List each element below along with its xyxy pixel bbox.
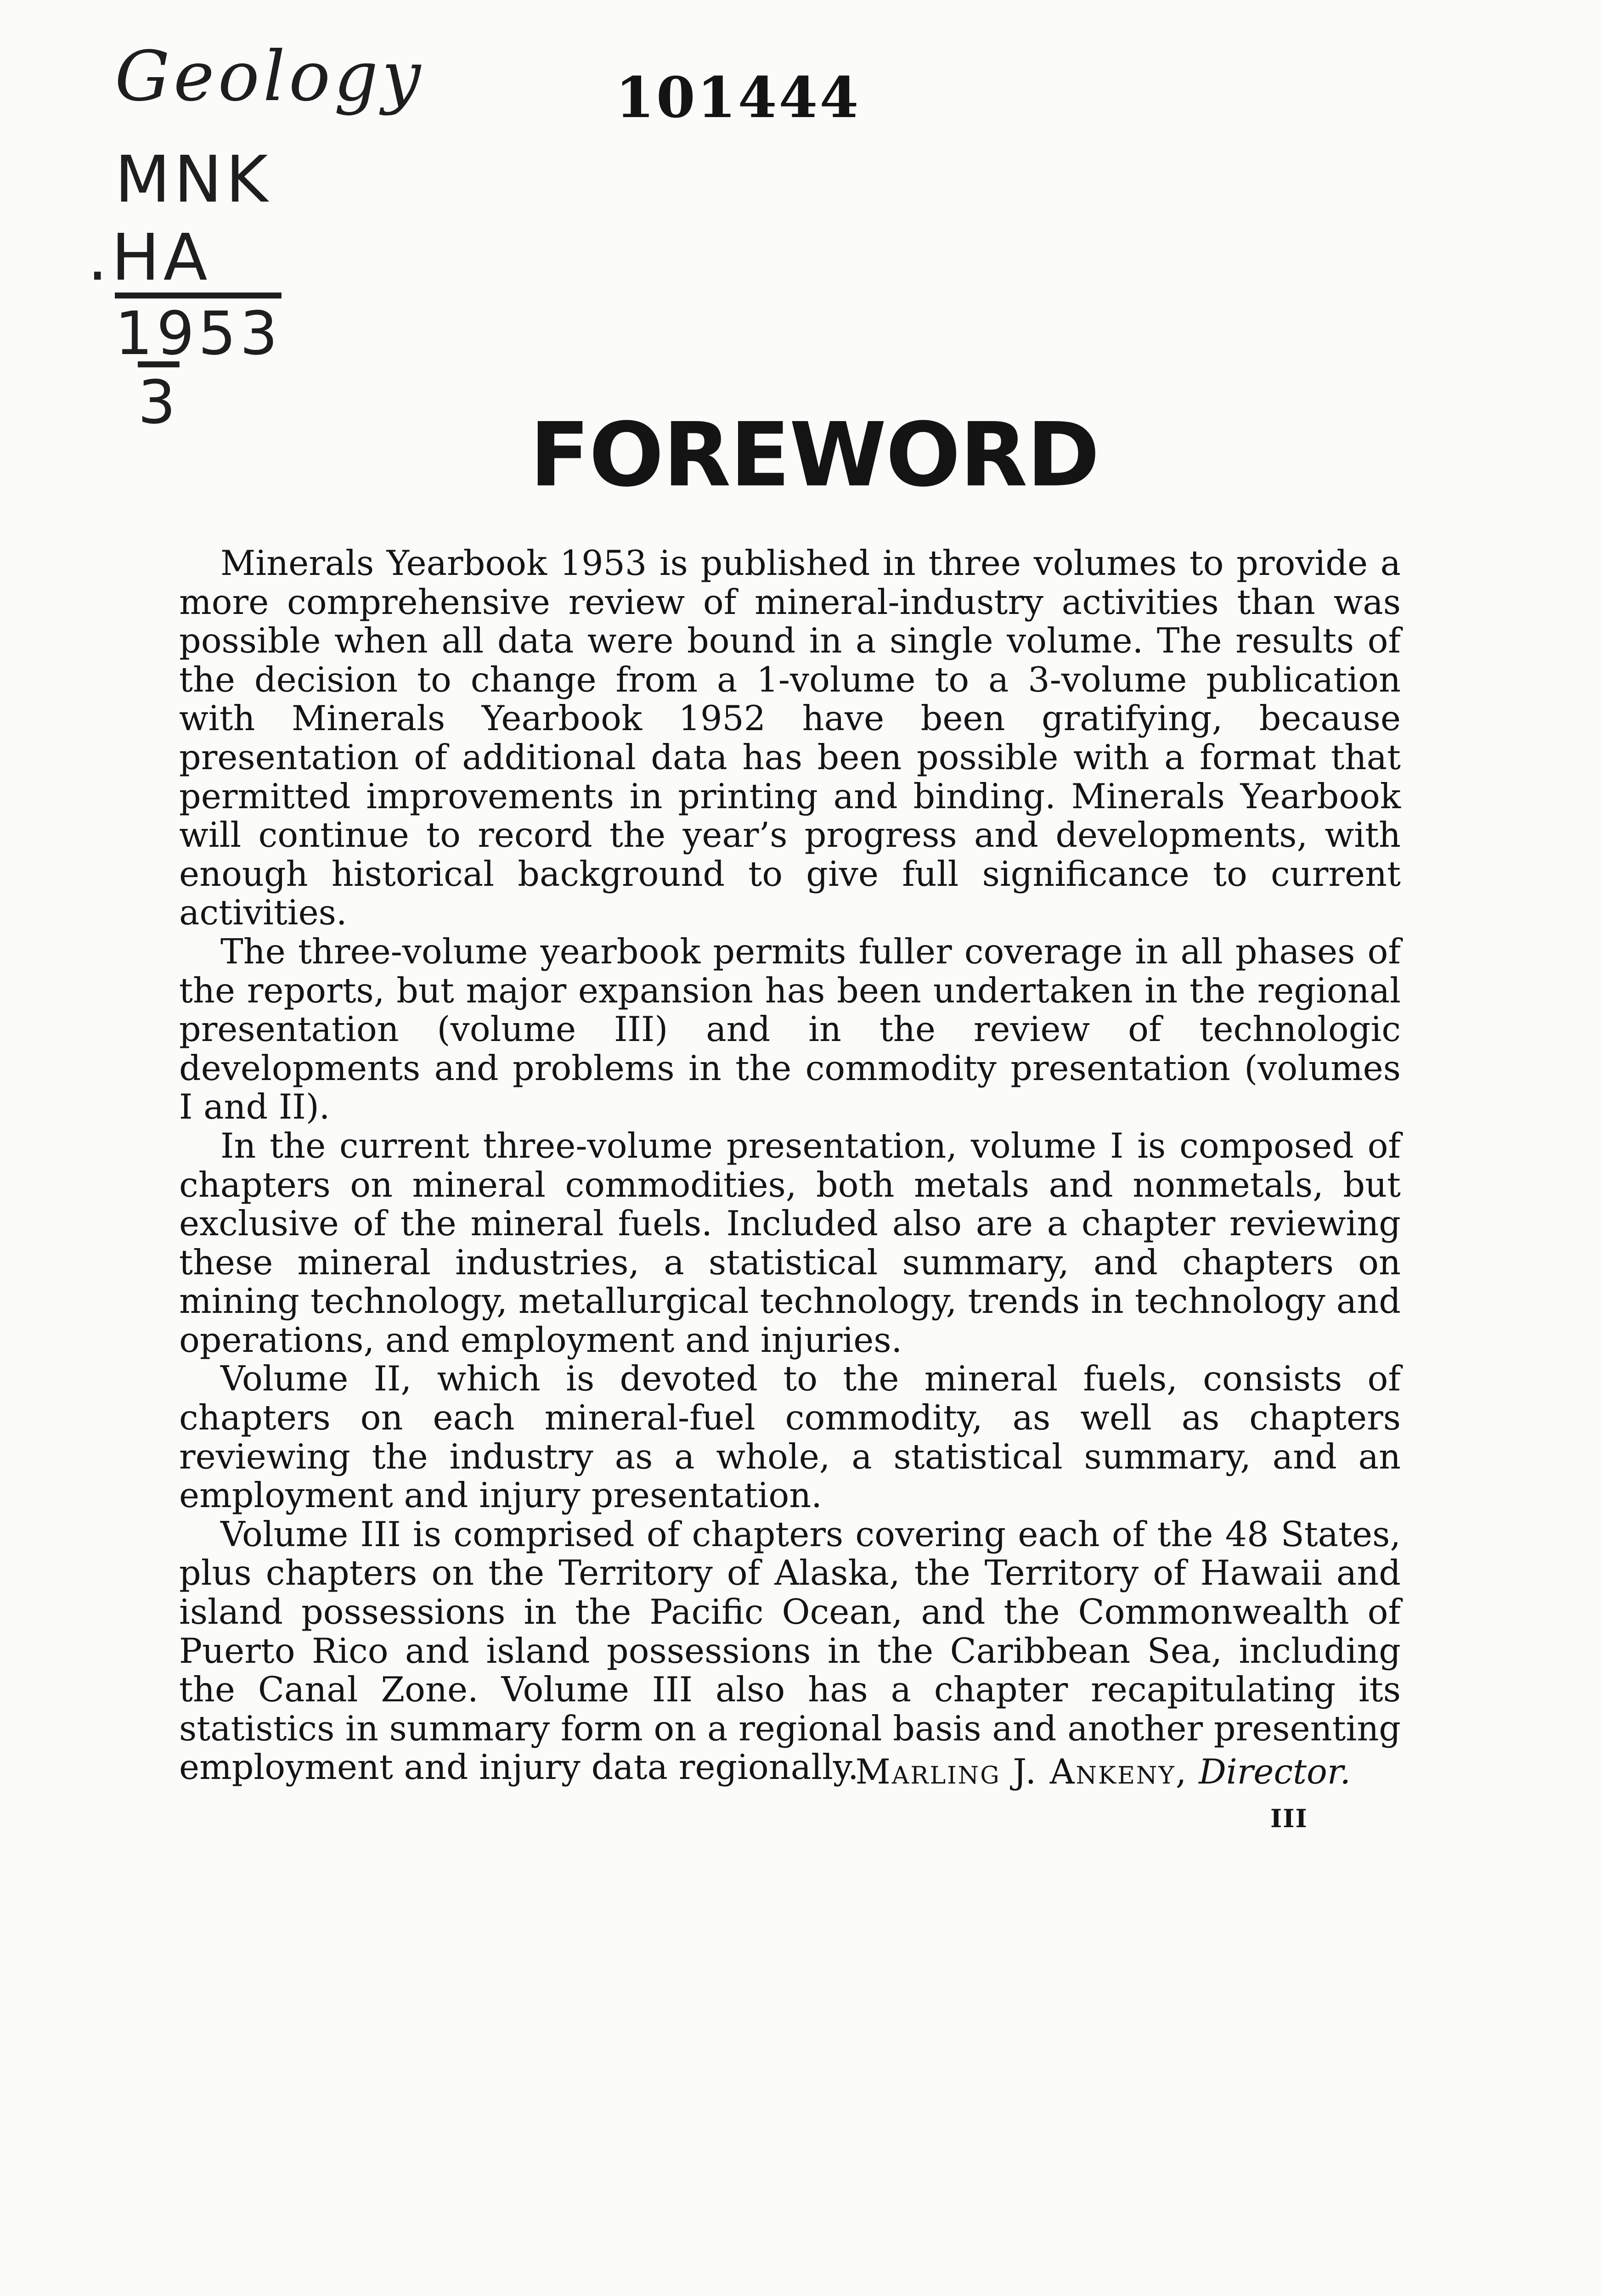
signatory-name: Marling J. Ankeny, (855, 1752, 1188, 1792)
signature-line (856, 1752, 1351, 1792)
handwritten-call-number (87, 28, 424, 437)
handwritten-subject: Geology (115, 37, 424, 117)
handwritten-cutter: .HA (87, 220, 211, 295)
paragraph: Volume II, which is devoted to the mineral fuels, consists of chapters on each mineral-fuel commodity, as well as chapters reviewing the industry as a whole, a statistical summary, and an employment and injury presentation. (179, 1359, 1401, 1516)
page-number: III (1270, 1804, 1308, 1833)
signatory-title: Director. (1199, 1752, 1351, 1792)
paragraph: The three-volume yearbook permits fuller coverage in all phases of the reports, but major expansion has been undertaken in the regional presentation (volume III) and in the review of technologic developments and problems in the commodity presentation (volumes I and II). (179, 931, 1401, 1127)
paragraph: In the current three-volume presentation, volume I is composed of chapters on mineral commodities, both metals and nonmetals, but exclusive of the mineral fuels. Included also are a chapter reviewing these mineral industries, a statistical summary, and chapters on mining technology, metallurgical technology, trends in technology and operations, and employment and injuries. (179, 1125, 1401, 1360)
foreword-body (179, 544, 1401, 1787)
paragraph: Volume III is comprised of chapters covering each of the 48 States, plus chapters on the Territory of Alaska, the Territory of Hawaii and island possessions in the Pacific Ocean, and the Commonwealth of Puerto Rico and island possessions in the Caribbean Sea, including the Canal Zone. Volume III also has a chapter recapitulating its statistics in summary form on a regional basis and another presenting employment and injury data regionally. (179, 1514, 1401, 1788)
page-title: FOREWORD (530, 404, 1099, 506)
handwritten-class: MNK (115, 142, 272, 217)
paragraph: Minerals Yearbook 1953 is published in three volumes to provide a more comprehensive review of mineral-industry activities than was possible when all data were bound in a single volume. The results of the decision to change from a 1-volume to a 3-volume publication with Minerals Yearbook 1952 have been gratifying, because presentation of additional data has been possible with a format that permitted improvements in printing and binding. Minerals Yearbook will continue to record the year’s progress and developments, with enough historical background to give full significance to current activities. (179, 543, 1401, 933)
accession-number: 101444 (615, 64, 861, 130)
handwritten-year: 1953 (115, 298, 282, 368)
handwritten-volume: 3 (138, 367, 180, 437)
